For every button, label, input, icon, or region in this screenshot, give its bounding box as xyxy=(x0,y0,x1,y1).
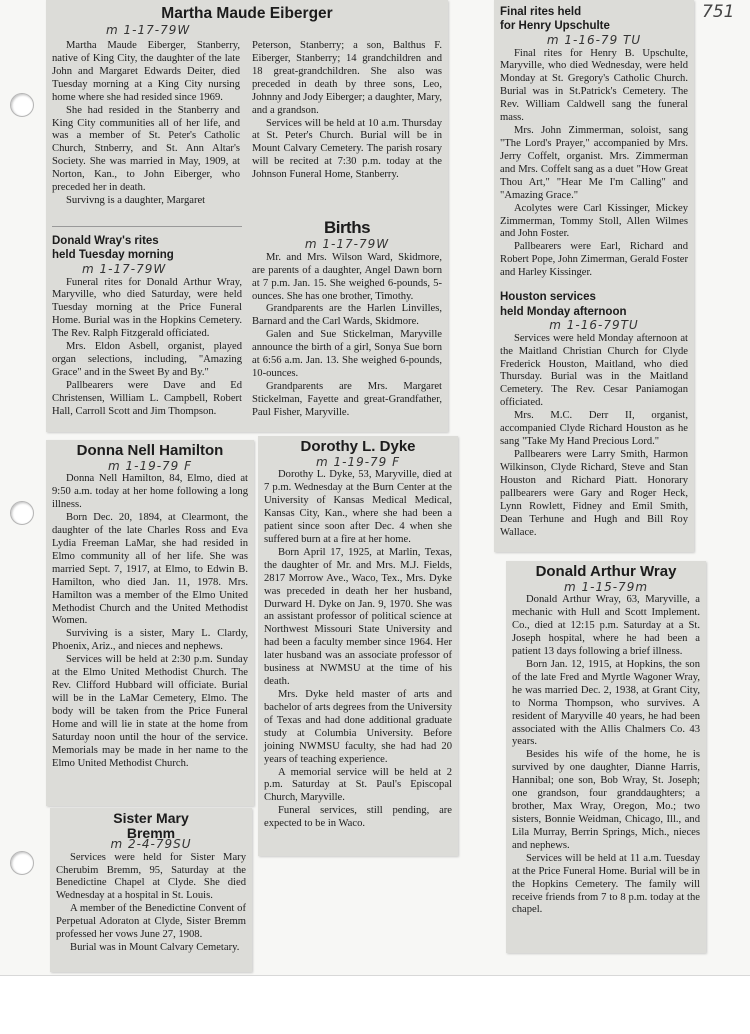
bremm-headline: Sister Mary xyxy=(113,810,189,826)
paragraph: Donna Nell Hamilton, 84, Elmo, died at 9:50 a.m. today at her home following a long illness. xyxy=(52,473,248,511)
dyke-headline: Dorothy L. Dyke xyxy=(300,438,416,455)
wray-handwritten-date: m 1-15-79m xyxy=(563,579,649,594)
wray-rites-article xyxy=(52,234,242,419)
paragraph: A member of the Benedictine Convent of Perpetual Adoraton at Clyde, Sister Bremm professed her vows June 27, 1908. xyxy=(56,903,246,941)
paragraph: Mrs. Dyke held master of arts and bachelor of arts degrees from the University of Texas and had done additional graduate study at Columbia University. Before joining NWMSU faculty, she had had 20 years of teaching experience. xyxy=(264,688,452,765)
clipping-bremm xyxy=(50,808,252,972)
upschulte-handwritten-date: m 1-16-79 TU xyxy=(546,32,642,47)
births-article xyxy=(252,218,442,420)
paragraph: Services will be held at 10 a.m. Thursday at St. Peter's Church. Burial will be in Mount Calvary Cemetery. The parish rosary will be recited at 7:30 p.m. today at the Johnson Funeral Home, Stanberry. xyxy=(252,117,442,181)
births-handwritten-date: m 1-17-79W xyxy=(304,237,390,251)
binder-hole xyxy=(10,93,34,117)
eiberger-headline: Martha Maude Eiberger xyxy=(161,5,333,22)
clipping-upschulte-houston xyxy=(494,0,694,552)
births-headline: Births xyxy=(323,218,371,237)
paragraph: Peterson, Stanberry; a son, Balthus F. Eiberger, Stanberry; 14 grandchildren and 18 great-grandchildren. She also was preceded in death by three sons, Leo, Johnny and Jody Eiberger; a daughter, Mary, and a grandson. xyxy=(252,40,442,116)
clipping-hamilton xyxy=(46,440,254,806)
binder-hole xyxy=(10,851,34,875)
paragraph: Besides his wife of the home, he is survived by one daughter, Dianne Harris, Hannibal; one son, Bob Wray, St. Joseph; one grandson, four granddaughters; a brother, Max Wray, Oregon, Mo.; two sisters, Bonnie Weidman, Chicago, Ill., and Lila Murray, Berrin Springs, Mich., nieces and nephews. xyxy=(512,749,700,851)
paragraph: Donald Arthur Wray, 63, Maryville, a mechanic with Hull and Scott Implement. Co., died at 12:15 p.m. Saturday at a St. Joseph hospital, where he had been a patient 13 days following a brief illness. xyxy=(512,594,700,657)
paragraph: Born Dec. 20, 1894, at Clearmont, the daughter of the late Charles Ross and Eva Lydia Freeman LaMar, she had resided in Elmo community all of her life. She was married Sept. 7, 1917, at Elmo, to Edwin B. Hamilton, who died Jan. 11, 1978. Mrs. Hamilton was a member of the Elmo United Methodist Church and the United Methodist Women. xyxy=(52,512,248,627)
upschulte-headline: Final rites held xyxy=(500,6,582,18)
page-number: 751 xyxy=(702,2,735,22)
paragraph: Mrs. John Zimmerman, soloist, sang "The Lord's Prayer," accompanied by Mrs. Jerry Coffelt, organist. Mrs. Zimmerman and Mrs. Coffelt sang as a duet "How Great Thou Art," "Hear Me I'm Calling" and "Amazing Grace." xyxy=(500,125,688,201)
paragraph: A memorial service will be held at 2 p.m. Saturday at St. Paul's Episcopal Church, Maryville. xyxy=(264,766,452,804)
eiberger-column-right xyxy=(252,40,442,182)
paragraph: Born Jan. 12, 1915, at Hopkins, the son of the late Fred and Myrtle Wagoner Wray, he was married Dec. 2, 1938, at Grant City, to Norma Thompson, who survives. A resident of Maryville 40 years, he had been associated with the Allis Chalmers Co. 43 years. xyxy=(512,658,700,748)
paragraph: Grandparents are the Harlen Linvilles, Barnard and the Carl Wards, Skidmore. xyxy=(252,303,442,328)
page-bottom-margin xyxy=(0,975,750,1034)
paragraph: Pallbearers were Larry Smith, Harmon Wilkinson, Clyde Richard, Steve and Stan Houston and Richard Piatt. Honorary pallbearers were Gary and Roger Heck, Lynn Rowlett, Fidney and Emil Smith, Dean Terhune and Hugh and Bill Roy Wallace. xyxy=(500,448,688,538)
paragraph: Services were held for Sister Mary Cherubim Bremm, 95, Saturday at the Benedictine Chapel at Clyde. She died Wednesday at a hospital in St. Louis. xyxy=(56,851,246,902)
hamilton-handwritten-date: m 1-19-79 F xyxy=(107,458,193,473)
wray-rites-handwritten-date: m 1-17-79W xyxy=(82,261,167,276)
paragraph: Funeral services, still pending, are expected to be in Waco. xyxy=(264,805,452,830)
paragraph: Martha Maude Eiberger, Stanberry, native of King City, the daughter of the late John and Margaret Edwards Deiter, died Tuesday morning at a King City nursing home where she had resided since 1969. xyxy=(52,40,240,103)
paragraph: Dorothy L. Dyke, 53, Maryville, died at 7 p.m. Wednesday at the Burn Center at the University of Kansas Medical Medical, Kansas City, Kan., where she had been a patient since soon after Dec. 4 when she suffered burn at a fire at her home. xyxy=(264,469,452,545)
paragraph: Mrs. M.C. Derr II, organist, accompanied Clyde Richard Houston as he sang "Take My Hand Precious Lord." xyxy=(500,410,688,448)
paragraph: She had resided in the Stanberry and King City communities all of her life, and was a member of St. Peter's Catholic Church, Stnberry, and St. Ann Altar's Society. She was married in May, 1909, at Norton, Kan., to John Eiberger, who preceded her in death. xyxy=(52,104,240,194)
upschulte-headline: for Henry Upschulte xyxy=(500,20,610,33)
houston-handwritten-date: m 1-16-79TU xyxy=(549,317,639,332)
paragraph: Final rites for Henry B. Upschulte, Maryville, who died Wednesday, were held Monday at St. Gregory's Catholic Church. Burial was in St.Patrick's Cemetery. The Rev. William Caldwell sang the funeral mass. xyxy=(500,47,688,124)
paragraph: Pallbearers were Earl, Richard and Robert Pope, John Zimerman, Gerald Foster and Harley Kissinger. xyxy=(500,241,689,279)
dyke-handwritten-date: m 1-19-79 F xyxy=(315,454,401,469)
paragraph: Grandparents are Mrs. Margaret Stickelman, Fayette and great-Grandfather, Paul Fisher, Maryville. xyxy=(252,381,442,418)
clipping-donald-arthur-wray xyxy=(506,561,706,953)
clipping-dyke xyxy=(258,436,458,856)
bremm-handwritten-date: m 2-4-79SU xyxy=(110,836,192,851)
paragraph: Pallbearers were Dave and Ed Christensen, William L. Campbell, Robert Hall, Carroll Scott and Jim Thompson. xyxy=(52,379,242,417)
houston-headline: held Monday afternoon xyxy=(500,305,627,318)
houston-headline: Houston services xyxy=(500,291,596,304)
wray-headline: Donald Arthur Wray xyxy=(535,563,677,580)
paragraph: Survivng is a daughter, Margaret xyxy=(66,195,206,207)
bremm-headline: Bremm xyxy=(126,825,176,842)
eiberger-column-left xyxy=(52,40,240,208)
paragraph: Services will be held at 11 a.m. Tuesday at the Price Funeral Home. Burial will be in the Hopkins Cemetery. The family will receive friends from 7 to 8 p.m. today at the chapel. xyxy=(512,852,700,916)
paragraph: Born April 17, 1925, at Marlin, Texas, the daughter of Mr. and Mrs. M.J. Fields, 2817 Morrow Ave., Waco, Tex., Mrs. Dyke was preceded in death her her husband, Durward H. Dyke on Jan. 9, 1970. She was an assistant professor of political science at Northwest Missouri State University and had been a faculty member since 1964. Her later husband was an associate professor of business at NWMSU at the time of his death. xyxy=(264,546,452,688)
paragraph: Funeral rites for Donald Arthur Wray, Maryville, who died Saturday, were held Tuesday morning at the Price Funeral Home. Burial was in the Hopkins Cemetery. The Rev. Ralph Fitzgerald officiated. xyxy=(52,276,242,340)
paragraph: Mr. and Mrs. Wilson Ward, Skidmore, are parents of a daughter, Angel Dawn born at 7 p.m. Jan. 15. She weighed 6-pounds, 5-ounces. She has one brother, Timothy. xyxy=(252,251,442,302)
paragraph: Surviving is a sister, Mary L. Clardy, Phoenix, Ariz., and nieces and nephews. xyxy=(52,628,248,653)
paragraph: Galen and Sue Stickelman, Maryville announce the birth of a girl, Sonya Sue born at 6:56 a.m. Jan. 13. She weighed 6-pounds, 10-ounces. xyxy=(252,329,442,380)
paragraph: Services were held Monday afternoon at the Maitland Christian Church for Clyde Frederick Houston, Maitland, who died Thursday. Burial was in the Maitland Cemetery. The Rev. Cesar Paniamogan officiated. xyxy=(500,332,688,409)
wray-rites-headline: held Tuesday morning xyxy=(52,249,174,262)
eiberger-handwritten-date: m 1-17-79W xyxy=(106,23,191,37)
wray-rites-headline: Donald Wray's rites xyxy=(52,235,159,247)
paragraph: Mrs. Eldon Asbell, organist, played organ selections, including, "Amazing Grace" and in the Sweet By and By." xyxy=(52,341,242,378)
paragraph: Services will be held at 2:30 p.m. Sunday at the Elmo United Methodist Church. The Rev. Clifford Hubbard will officiate. Burial will be in the LaMar Cemetery, Elmo. The body will be taken from the Price Funeral Home and will lie in state at the home from Saturday noon until the hour of the service. Memorials may be made in her name to the Elmo United Methodist Church. xyxy=(52,654,248,769)
clipping-eiberger-births xyxy=(46,0,448,432)
paragraph: Acolytes were Carl Kissinger, Mickey Zimmerman, Tommy Stoll, Allen Wilmes and John Foster. xyxy=(500,202,688,240)
paragraph: Burial was in Mount Calvary Cemetary. xyxy=(70,942,240,954)
hamilton-headline: Donna Nell Hamilton xyxy=(76,442,224,459)
divider xyxy=(52,226,242,227)
binder-hole xyxy=(10,501,34,525)
